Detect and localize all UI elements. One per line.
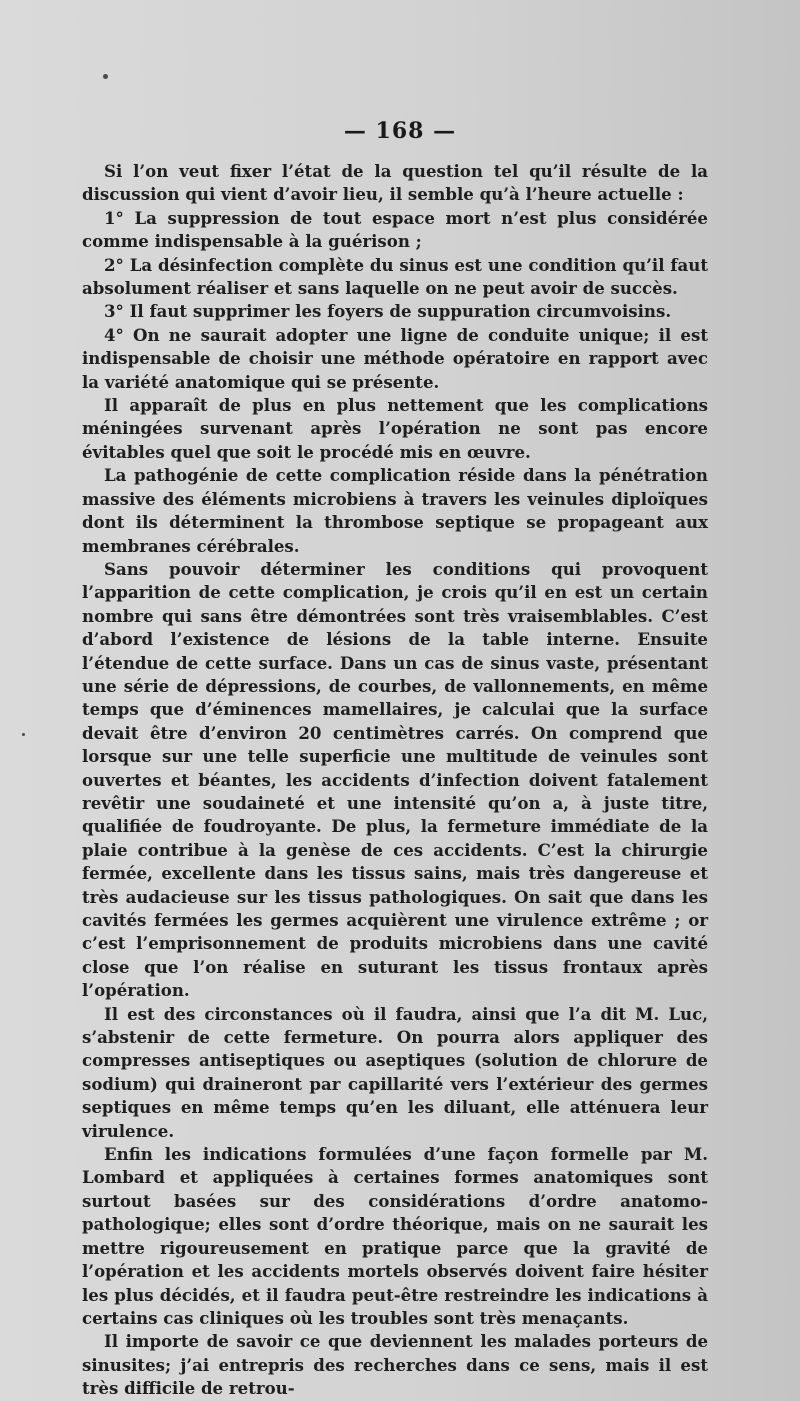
print-speck: [103, 74, 108, 79]
paragraph-point-3: 3° Il faut supprimer les foyers de suppuration circumvoisins.: [104, 301, 672, 322]
paragraph-indications: Enfin les indications formulées d’une façon formelle par M. Lombard et appliquées à certaines formes anatomiques sont surtout basées sur des considérations d’ordre anatomo-pathologique; elles sont d’ordre théorique, mais on ne saurait les mettre rigoureusement en pratique parce que la gravité de l’opération et les accidents mortels observés doivent faire hésiter les plus décidés, et il faudra peut-être restreindre les indications à certains cas cliniques où les troubles sont très menaçants.: [82, 1144, 708, 1328]
page-number: — 168 —: [343, 118, 457, 144]
paragraph-point-4: 4° On ne saurait adopter une ligne de conduite unique; il est indispensable de choisir une méthode opératoire en rapport avec la variété anatomique qui se présente.: [82, 324, 708, 392]
body-text: [82, 160, 708, 1401]
paragraph-fermeture: Il est des circonstances où il faudra, ainsi que l’a dit M. Luc, s’abstenir de cette fermeture. On pourra alors appliquer des compresses antiseptiques ou aseptiques (solution de chlorure de sodium) qui draineront par capillarité vers l’extérieur des germes septiques en même temps qu’en les diluant, elle atténuera leur virulence.: [82, 1003, 708, 1141]
paragraph-complications: Il apparaît de plus en plus nettement que les complications méningées survenant après l’opération ne sont pas encore évitables quel que soit le procédé mis en œuvre.: [82, 395, 708, 462]
paragraph-pathogenie: La pathogénie de cette complication réside dans la pénétration massive des éléments microbiens à travers les veinules diploïques dont ils déterminent la thrombose septique se propageant aux membranes cérébrales.: [82, 465, 708, 556]
paragraph-malades: Il importe de savoir ce que deviennent les malades porteurs de sinusites; j’ai entrepris des recherches dans ce sens, mais il est très difficile de retrou-: [82, 1331, 708, 1399]
paragraph-point-2: 2° La désinfection complète du sinus est une condition qu’il faut absolument réaliser et sans laquelle on ne peut avoir de succès.: [82, 254, 708, 299]
paragraph-point-1: 1° La suppression de tout espace mort n’est plus considérée comme indispensable à la guérison ;: [82, 207, 708, 252]
print-speck: [22, 733, 25, 736]
paragraph-intro: Si l’on veut fixer l’état de la question tel qu’il résulte de la discussion qui vient d’avoir lieu, il semble qu’à l’heure actuelle :: [82, 161, 708, 205]
paragraph-conditions: Sans pouvoir déterminer les conditions qui provoquent l’apparition de cette complication, je crois qu’il en est un certain nombre qui sans être démontrées sont très vraisemblables. C’est d’abord l’existence de lésions de la table interne. Ensuite l’étendue de cette surface. Dans un cas de sinus vaste, présentant une série de dépressions, de courbes, de vallonnements, en même temps que d’éminences mamellaires, je calculai que la surface devait être d’environ 20 centimètres carrés. On comprend que lorsque sur une telle superficie une multitude de veinules sont ouvertes et béantes, les accidents d’infection doivent fatalement revêtir une soudaineté et une intensité qu’on a, à juste titre, qualifiée de foudroyante. De plus, la fermeture immédiate de la plaie contribue à la genèse de ces accidents. C’est la chirurgie fermée, excellente dans les tissus sains, mais très dangereuse et très audacieuse sur les tissus pathologiques. On sait que dans les cavités fermées les germes acquièrent une virulence extrême ; or c’est l’emprisonnement de produits microbiens dans une cavité close que l’on réalise en suturant les tissus frontaux après l’opération.: [82, 558, 708, 1001]
